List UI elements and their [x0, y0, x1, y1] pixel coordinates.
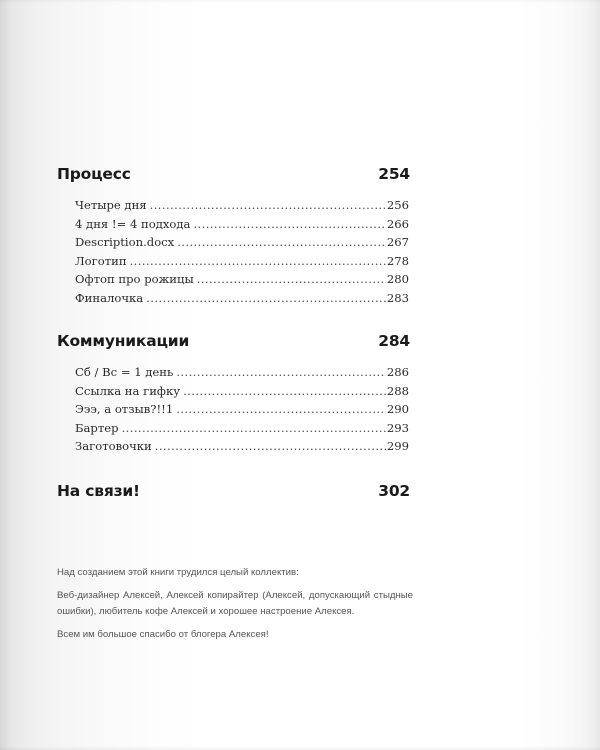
entry-title: Сб / Вс = 1 день — [75, 365, 174, 379]
entry-title: 4 дня != 4 подхода — [75, 216, 191, 231]
toc-entry[interactable] — [75, 400, 409, 419]
toc-section-process — [57, 163, 411, 308]
section-title: Коммуникации — [57, 332, 190, 350]
dot-leader — [177, 233, 386, 252]
credits-thanks: Всем им большое спасибо от блогера Алексея! — [57, 629, 269, 640]
entry-title: Финалочка — [75, 290, 144, 305]
toc-entry[interactable] — [75, 270, 409, 289]
dot-leader — [183, 382, 386, 401]
entry-page-number: 266 — [386, 216, 409, 231]
entry-page-number: 293 — [386, 420, 409, 435]
toc-section-contacts — [57, 480, 411, 502]
section-heading[interactable] — [57, 163, 411, 185]
entry-page-number: 256 — [386, 198, 409, 212]
entry-title: Заготовочки — [75, 439, 152, 454]
dot-leader — [130, 252, 386, 271]
toc-entry[interactable] — [75, 233, 409, 252]
entry-page-number: 290 — [386, 402, 409, 417]
entry-title: Description.docx — [75, 235, 175, 250]
entry-page-number: 278 — [386, 253, 409, 268]
section-heading[interactable] — [57, 480, 411, 502]
section-title: На связи! — [57, 482, 140, 500]
section-entries — [75, 196, 409, 308]
entry-page-number: 283 — [386, 290, 409, 305]
entry-title: Ссылка на гифку — [75, 383, 181, 398]
toc-entry[interactable] — [75, 196, 409, 215]
entry-page-number: 267 — [386, 235, 409, 250]
dot-leader — [193, 215, 385, 234]
entry-title: Офтоп про рожицы — [75, 272, 194, 287]
credits-team: Веб-дизайнер Алексей, Алексей копирайтер (Алексей, допускающий стыдные ошибки), любитель кофе Алексей и хорошее настроение Алексея. — [57, 590, 413, 617]
toc-entry[interactable] — [75, 382, 409, 401]
dot-leader — [176, 400, 386, 419]
toc-entry[interactable] — [75, 215, 409, 234]
entry-page-number: 280 — [386, 272, 409, 287]
section-entries — [75, 363, 409, 456]
section-page-number: 302 — [378, 482, 410, 500]
section-heading[interactable] — [57, 330, 411, 352]
dot-leader — [146, 289, 386, 308]
entry-page-number: 299 — [386, 439, 409, 454]
dot-leader — [150, 196, 386, 215]
entry-title: Четыре дня — [75, 198, 147, 212]
dot-leader — [155, 437, 386, 456]
entry-title: Эээ, а отзыв?!!1 — [75, 402, 174, 417]
dot-leader — [197, 270, 386, 289]
toc-entry[interactable] — [75, 437, 409, 456]
credits-intro: Над созданием этой книги трудился целый коллектив: — [57, 567, 299, 578]
page-bottom-edge — [0, 746, 600, 750]
credits-block — [57, 565, 413, 650]
entry-title: Бартер — [75, 420, 119, 435]
toc-entry[interactable] — [75, 289, 409, 308]
toc-entry[interactable] — [75, 252, 409, 271]
entry-page-number: 288 — [386, 383, 409, 398]
toc-entry[interactable] — [75, 363, 409, 382]
toc-entry[interactable] — [75, 419, 409, 438]
dot-leader — [122, 419, 386, 438]
page-top-edge — [0, 0, 600, 3]
section-page-number: 284 — [378, 332, 410, 350]
toc-section-communications — [57, 330, 411, 456]
dot-leader — [176, 363, 386, 382]
entry-title: Логотип — [75, 253, 127, 268]
section-page-number: 254 — [378, 165, 410, 183]
section-title: Процесс — [57, 165, 131, 183]
entry-page-number: 286 — [386, 365, 409, 379]
